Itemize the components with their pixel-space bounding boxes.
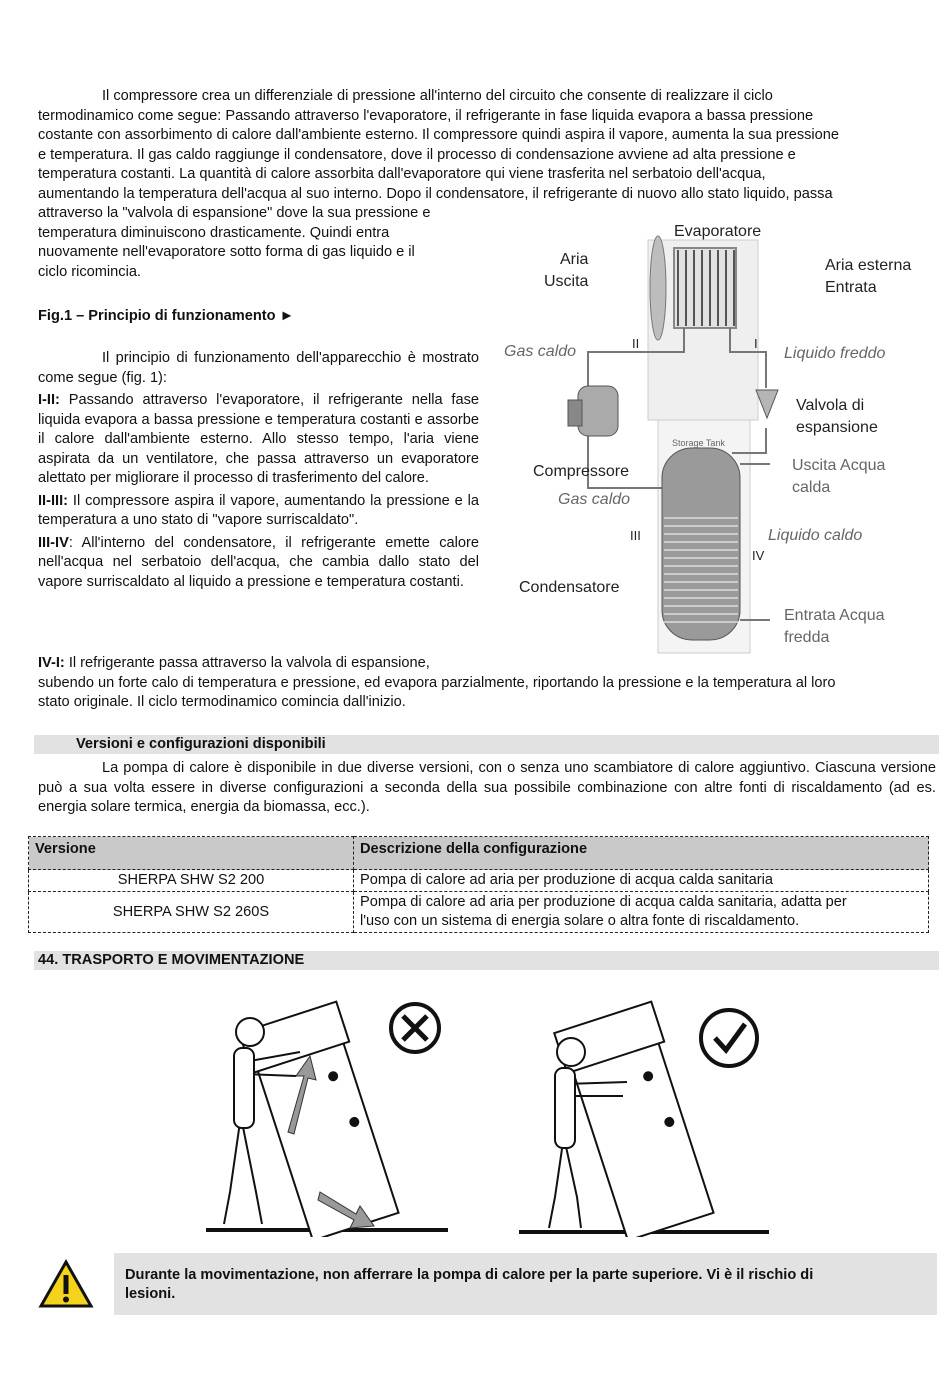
section-44-heading-text: 44. TRASPORTO E MOVIMENTAZIONE [38, 952, 305, 968]
step-label: I-II: [38, 392, 60, 408]
check-circle-icon [701, 1010, 757, 1066]
label-aria-esterna-1: Aria esterna [825, 257, 912, 274]
figure-caption: Fig.1 – Principio di funzionamento ► [38, 308, 295, 324]
label-liquido-freddo: Liquido freddo [784, 345, 886, 362]
intro-line: e temperatura. Il gas caldo raggiunge il condensatore, dove il processo di condensazione avviene ad alta pressione e [38, 146, 796, 163]
table-cell-model: SHERPA SHW S2 200 [29, 870, 354, 892]
principle-step [38, 492, 479, 531]
label-liquido-caldo: Liquido caldo [768, 527, 863, 544]
storage-tank-icon [662, 448, 740, 640]
label-aria-uscita-1: Aria [560, 251, 589, 268]
label-entrata-acqua-2: fredda [784, 629, 830, 646]
label-compressore: Compressore [533, 463, 630, 480]
step-text: Passando attraverso l'evaporatore, il refrigerante nella fase liquida evapora a bassa pressione e temperatura costanti e assorbe il calore dall'ambiente esterno. Allo stesso tempo, l'aria viene aspirata da un ventilatore, che passa attraverso un evaporatore alettato per migliorare il processo di trasferimento del calore. [38, 392, 479, 486]
intro-line: temperatura diminuiscono drasticamente. Quindi entra [38, 224, 390, 241]
intro-line: ciclo ricomincia. [38, 263, 141, 280]
warning-line: Durante la movimentazione, non afferrare la pompa di calore per la parte superiore. Vi è il rischio di [125, 1267, 814, 1283]
x-circle-icon [391, 1004, 439, 1052]
intro-line: aumentando la temperatura dell'acqua al suo interno. Dopo il condensatore, il refrigerante di nuovo allo stato liquido, passa [38, 185, 833, 202]
intro-line: temperatura costanti. La quantità di calore assorbita dall'evaporatore qui viene trasferita nel serbatoio dell'acqua, [38, 166, 766, 182]
warning-box [114, 1253, 937, 1315]
table-header-version: Versione [29, 837, 354, 870]
label-aria-esterna-2: Entrata [825, 279, 877, 296]
principle-intro: Il principio di funzionamento dell'apparecchio è mostrato come segue (fig. 1): [38, 350, 479, 386]
wrong-handling-illustration [200, 992, 455, 1237]
versions-heading-text: Versioni e configurazioni disponibili [76, 736, 326, 752]
label-roman-iv: IV [752, 548, 765, 563]
label-valvola-2: espansione [796, 419, 878, 436]
last-line: stato originale. Il ciclo termodinamico comincia dall'inizio. [38, 694, 406, 710]
heat-pump-unit-icon [554, 1002, 719, 1237]
intro-line: attraverso la "valvola di espansione" dove la sua pressione e [38, 205, 431, 221]
label-uscita-acqua-1: Uscita Acqua [792, 457, 886, 474]
warning-line: lesioni. [125, 1286, 176, 1302]
label-gas-caldo-bottom: Gas caldo [558, 491, 631, 508]
warning-text [125, 1266, 813, 1304]
versions-body: La pompa di calore è disponibile in due diverse versioni, con o senza uno scambiatore di calore aggiuntivo. Ciascuna versione può a sua volta essere in diverse configurazioni a seconda della sua possibile combinazione con altre fonti di riscaldamento (ad es. energia solare termica, energia da biomassa, ecc.). [38, 760, 936, 815]
label-storage-tank: Storage Tank [672, 438, 725, 448]
intro-line: Il compressore crea un differenziale di pressione all'interno del circuito che consente di realizzare il ciclo [102, 88, 773, 104]
table-row [29, 870, 929, 892]
label-uscita-acqua-2: calda [792, 479, 831, 496]
intro-line: costante con assorbimento di calore dall'ambiente esterno. Il compressore quindi aspira il vapore, aumenta la sua pressione [38, 127, 840, 143]
correct-handling-illustration [515, 992, 775, 1237]
table-header-description: Descrizione della configurazione [354, 837, 929, 870]
step-text: : All'interno del condensatore, il refrigerante emette calore nell'acqua nel serbatoio dell'acqua, che cambia dallo stato del vapore surriscaldato al liquido a pressione e temperatura costanti. [38, 534, 479, 590]
versions-heading [34, 735, 939, 754]
principle-block [38, 349, 479, 592]
table-row [29, 892, 929, 933]
intro-line: termodinamico come segue: Passando attraverso l'evaporatore, il refrigerante in fase liquida evapora a bassa pressione [38, 107, 814, 124]
table-header-row [29, 837, 929, 870]
label-entrata-acqua-1: Entrata Acqua [784, 607, 885, 624]
expansion-valve-icon [756, 390, 778, 418]
label-aria-uscita-2: Uscita [544, 273, 589, 290]
compressor-icon [568, 386, 618, 436]
step-text: Il refrigerante passa attraverso la valvola di espansione, [64, 655, 430, 671]
table-cell-desc: Pompa di calore ad aria per produzione di acqua calda sanitaria [354, 870, 929, 892]
label-condensatore: Condensatore [519, 579, 620, 596]
evaporator-coil-icon [674, 248, 736, 328]
step-label: IV-I: [38, 655, 65, 671]
last-line: subendo un forte calo di temperatura e pressione, ed evapora parzialmente, riportando la pressione e la temperatura al loro [38, 674, 836, 691]
fan-icon [650, 236, 666, 340]
heat-pump-diagram [498, 218, 942, 658]
label-evaporatore: Evaporatore [674, 223, 762, 240]
step-label: III-IV [38, 534, 69, 551]
configurations-table [28, 836, 929, 933]
label-roman-iii: III [630, 528, 641, 543]
principle-step [38, 534, 479, 593]
table-cell-model: SHERPA SHW S2 260S [29, 892, 354, 933]
section-44-heading [34, 951, 939, 970]
table-cell-desc-line: l'uso con un sistema di energia solare o altra fonte di riscaldamento. [360, 913, 800, 929]
label-roman-i: I [754, 336, 758, 351]
step-text: Il compressore aspira il vapore, aumentando la pressione e la temperatura a uno stato di "vapore surriscaldato". [38, 492, 479, 528]
step-label: II-III: [38, 492, 68, 509]
table-cell-desc [354, 892, 929, 933]
warning-triangle-icon [38, 1259, 94, 1309]
table-cell-desc-line: Pompa di calore ad aria per produzione di acqua calda sanitaria, adatta per [360, 894, 847, 910]
label-gas-caldo-top: Gas caldo [504, 343, 577, 360]
intro-line: nuovamente nell'evaporatore sotto forma di gas liquido e il [38, 244, 415, 260]
label-valvola-1: Valvola di [796, 397, 865, 414]
principle-step [38, 391, 479, 489]
principle-last [38, 654, 938, 713]
label-roman-ii: II [632, 336, 640, 351]
